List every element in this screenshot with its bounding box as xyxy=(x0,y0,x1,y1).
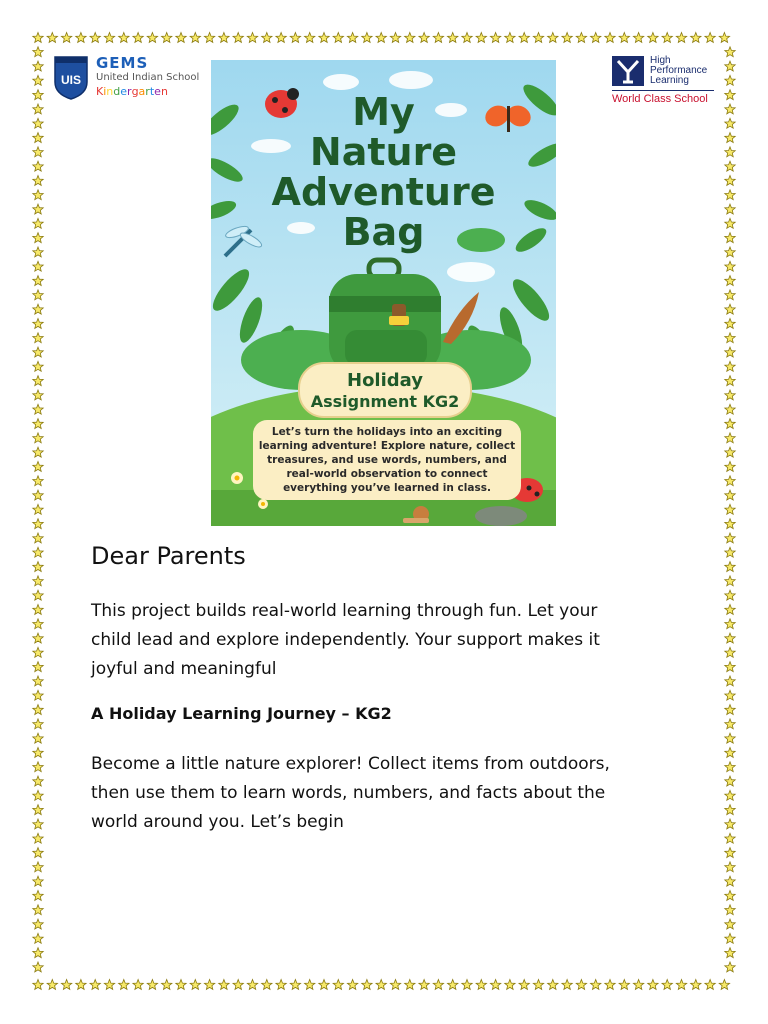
border-star-icon xyxy=(725,419,735,429)
backpack-icon xyxy=(329,260,441,374)
border-star-icon xyxy=(676,33,686,43)
border-star-icon xyxy=(33,590,43,600)
border-star-icon xyxy=(33,133,43,143)
border-star-icon xyxy=(176,33,186,43)
border-star-icon xyxy=(419,33,429,43)
border-star-icon xyxy=(33,290,43,300)
border-star-icon xyxy=(725,676,735,686)
kindergarten-letter: K xyxy=(96,85,104,98)
border-star-icon xyxy=(33,433,43,443)
hpl-trophy-icon xyxy=(612,56,644,86)
border-star-icon xyxy=(725,347,735,357)
border-star-icon xyxy=(725,118,735,128)
paragraph-line: world around you. Let’s begin xyxy=(91,812,344,832)
kindergarten-letter: i xyxy=(103,85,107,98)
border-star-icon xyxy=(591,33,601,43)
kindergarten-letter: g xyxy=(131,85,139,98)
border-star-icon xyxy=(90,980,100,990)
school-name: United Indian School xyxy=(96,72,200,83)
border-star-icon xyxy=(33,980,43,990)
border-star-icon xyxy=(147,33,157,43)
border-star-icon xyxy=(705,33,715,43)
border-star-icon xyxy=(33,118,43,128)
border-star-icon xyxy=(591,980,601,990)
border-star-icon xyxy=(576,33,586,43)
border-star-icon xyxy=(725,562,735,572)
border-star-icon xyxy=(376,33,386,43)
border-star-icon xyxy=(725,533,735,543)
description-line: treasures, and use words, numbers, and xyxy=(267,454,507,466)
border-star-icon xyxy=(725,319,735,329)
border-star-icon xyxy=(347,33,357,43)
border-star-icon xyxy=(725,705,735,715)
border-star-icon xyxy=(619,33,629,43)
border-star-icon xyxy=(247,980,257,990)
border-star-icon xyxy=(276,33,286,43)
border-star-icon xyxy=(33,519,43,529)
border-star-icon xyxy=(476,980,486,990)
border-star-icon xyxy=(33,104,43,114)
description-line: real-world observation to connect xyxy=(286,468,488,480)
border-star-icon xyxy=(147,980,157,990)
border-star-icon xyxy=(33,876,43,886)
border-star-icon xyxy=(33,504,43,514)
border-star-icon xyxy=(725,47,735,57)
border-star-icon xyxy=(462,33,472,43)
letter-heading: Dear Parents xyxy=(91,542,246,570)
border-star-icon xyxy=(276,980,286,990)
kindergarten-letter: a xyxy=(138,85,146,98)
border-star-icon xyxy=(133,980,143,990)
border-star-icon xyxy=(662,980,672,990)
paragraph-line: child lead and explore independently. Your support makes it xyxy=(91,630,600,650)
kindergarten-letter: e xyxy=(154,85,161,98)
border-star-icon xyxy=(33,176,43,186)
hpl-line2: Performance xyxy=(650,65,708,76)
border-star-icon xyxy=(725,547,735,557)
border-star-icon xyxy=(233,980,243,990)
border-star-icon xyxy=(725,133,735,143)
border-star-icon xyxy=(725,619,735,629)
border-star-icon xyxy=(725,519,735,529)
border-star-icon xyxy=(33,204,43,214)
border-star-icon xyxy=(33,190,43,200)
border-star-icon xyxy=(33,748,43,758)
border-star-icon xyxy=(33,376,43,386)
border-star-icon xyxy=(725,204,735,214)
border-star-icon xyxy=(725,447,735,457)
border-star-icon xyxy=(162,980,172,990)
border-star-icon xyxy=(33,733,43,743)
border-star-icon xyxy=(662,33,672,43)
holiday-label: Holiday xyxy=(347,370,423,391)
border-star-icon xyxy=(33,347,43,357)
border-star-icon xyxy=(33,361,43,371)
border-star-icon xyxy=(505,980,515,990)
border-star-icon xyxy=(347,980,357,990)
border-star-icon xyxy=(725,762,735,772)
kindergarten-letter: n xyxy=(160,85,168,98)
gems-brand: GEMS xyxy=(96,54,149,72)
border-star-icon xyxy=(676,980,686,990)
border-star-icon xyxy=(562,33,572,43)
gems-uis-logo xyxy=(52,54,200,102)
border-star-icon xyxy=(490,980,500,990)
border-star-icon xyxy=(33,533,43,543)
border-star-icon xyxy=(448,33,458,43)
border-star-icon xyxy=(33,948,43,958)
border-star-icon xyxy=(725,905,735,915)
border-star-icon xyxy=(433,980,443,990)
paragraph-line: then use them to learn words, numbers, and facts about the xyxy=(91,783,606,803)
border-star-icon xyxy=(33,790,43,800)
border-star-icon xyxy=(33,218,43,228)
border-star-icon xyxy=(725,290,735,300)
rock-shape xyxy=(475,506,527,526)
border-star-icon xyxy=(33,247,43,257)
border-star-icon xyxy=(725,876,735,886)
border-star-icon xyxy=(691,980,701,990)
border-star-icon xyxy=(725,61,735,71)
poster-title-line: My xyxy=(352,90,415,134)
border-star-icon xyxy=(33,404,43,414)
hpl-line3: Learning xyxy=(650,75,689,86)
border-star-icon xyxy=(633,980,643,990)
border-star-icon xyxy=(33,833,43,843)
hpl-logo xyxy=(612,56,716,108)
border-star-icon xyxy=(476,33,486,43)
border-star-icon xyxy=(33,676,43,686)
border-star-icon xyxy=(462,980,472,990)
border-star-icon xyxy=(725,833,735,843)
border-star-icon xyxy=(333,33,343,43)
border-star-icon xyxy=(419,980,429,990)
border-star-icon xyxy=(47,33,57,43)
border-star-icon xyxy=(725,361,735,371)
border-star-icon xyxy=(61,980,71,990)
border-star-icon xyxy=(76,980,86,990)
border-star-icon xyxy=(725,605,735,615)
border-star-icon xyxy=(548,33,558,43)
hpl-tagline: World Class School xyxy=(612,93,708,105)
border-star-icon xyxy=(725,948,735,958)
border-star-icon xyxy=(33,690,43,700)
border-star-icon xyxy=(648,980,658,990)
border-star-icon xyxy=(725,161,735,171)
border-star-icon xyxy=(290,33,300,43)
border-star-icon xyxy=(33,819,43,829)
border-star-icon xyxy=(262,980,272,990)
border-star-icon xyxy=(725,590,735,600)
description-line: everything you’ve learned in class. xyxy=(283,482,491,494)
border-star-icon xyxy=(33,261,43,271)
nature-adventure-poster xyxy=(211,60,556,526)
border-star-icon xyxy=(725,647,735,657)
border-star-icon xyxy=(505,33,515,43)
kindergarten-letter: t xyxy=(149,85,155,98)
border-star-icon xyxy=(319,33,329,43)
border-star-icon xyxy=(725,848,735,858)
description-line: learning adventure! Explore nature, collect xyxy=(258,440,516,452)
border-star-icon xyxy=(725,90,735,100)
border-star-icon xyxy=(725,333,735,343)
border-star-icon xyxy=(719,33,729,43)
border-star-icon xyxy=(725,776,735,786)
border-star-icon xyxy=(76,33,86,43)
border-star-icon xyxy=(619,980,629,990)
border-star-icon xyxy=(691,33,701,43)
border-star-icon xyxy=(725,390,735,400)
border-star-icon xyxy=(333,980,343,990)
paragraph-line: Become a little nature explorer! Collect items from outdoors, xyxy=(91,754,610,774)
paragraph-line: joyful and meaningful xyxy=(91,659,277,679)
border-star-icon xyxy=(725,261,735,271)
border-star-icon xyxy=(576,980,586,990)
border-star-icon xyxy=(33,662,43,672)
border-star-icon xyxy=(725,247,735,257)
border-star-icon xyxy=(725,104,735,114)
border-star-icon xyxy=(33,47,43,57)
border-star-icon xyxy=(376,980,386,990)
border-star-icon xyxy=(705,980,715,990)
border-star-icon xyxy=(33,75,43,85)
border-star-icon xyxy=(33,891,43,901)
letter-paragraph-1 xyxy=(91,597,600,684)
border-star-icon xyxy=(605,33,615,43)
border-star-icon xyxy=(562,980,572,990)
border-star-icon xyxy=(33,90,43,100)
poster-title-line: Adventure xyxy=(271,170,496,214)
border-star-icon xyxy=(33,805,43,815)
holiday-assignment-banner xyxy=(298,362,472,418)
border-star-icon xyxy=(33,719,43,729)
border-star-icon xyxy=(104,980,114,990)
border-star-icon xyxy=(725,233,735,243)
border-star-icon xyxy=(725,748,735,758)
border-star-icon xyxy=(33,619,43,629)
border-star-icon xyxy=(33,233,43,243)
border-star-icon xyxy=(405,980,415,990)
border-star-icon xyxy=(725,462,735,472)
border-star-icon xyxy=(725,719,735,729)
border-star-icon xyxy=(362,33,372,43)
border-star-icon xyxy=(33,705,43,715)
border-star-icon xyxy=(204,980,214,990)
border-star-icon xyxy=(33,419,43,429)
border-star-icon xyxy=(33,547,43,557)
border-star-icon xyxy=(219,980,229,990)
border-star-icon xyxy=(33,476,43,486)
border-star-icon xyxy=(33,647,43,657)
border-star-icon xyxy=(725,933,735,943)
kindergarten-letter: r xyxy=(127,85,132,98)
border-star-icon xyxy=(725,891,735,901)
border-star-icon xyxy=(725,504,735,514)
kindergarten-letter: d xyxy=(113,85,121,98)
border-star-icon xyxy=(319,980,329,990)
hpl-line1: High xyxy=(650,55,671,66)
border-star-icon xyxy=(190,33,200,43)
border-star-icon xyxy=(725,862,735,872)
border-star-icon xyxy=(725,476,735,486)
border-star-icon xyxy=(725,633,735,643)
border-star-icon xyxy=(725,304,735,314)
border-star-icon xyxy=(119,33,129,43)
border-star-icon xyxy=(33,333,43,343)
border-star-icon xyxy=(725,733,735,743)
border-star-icon xyxy=(725,190,735,200)
border-star-icon xyxy=(725,690,735,700)
kindergarten-label xyxy=(96,85,168,98)
border-star-icon xyxy=(725,819,735,829)
border-star-icon xyxy=(605,980,615,990)
border-star-icon xyxy=(648,33,658,43)
border-star-icon xyxy=(433,33,443,43)
assignment-label: Assignment KG2 xyxy=(310,392,460,411)
border-star-icon xyxy=(725,490,735,500)
border-star-icon xyxy=(305,33,315,43)
border-star-icon xyxy=(219,33,229,43)
letter-paragraph-2 xyxy=(91,750,610,837)
border-star-icon xyxy=(133,33,143,43)
poster-description xyxy=(253,420,521,500)
hpl-divider xyxy=(612,90,714,91)
border-star-icon xyxy=(233,33,243,43)
border-star-icon xyxy=(533,33,543,43)
border-star-icon xyxy=(725,790,735,800)
uis-shield-text: UIS xyxy=(60,73,82,87)
border-star-icon xyxy=(448,980,458,990)
border-star-icon xyxy=(719,980,729,990)
border-star-icon xyxy=(305,980,315,990)
kindergarten-letter: e xyxy=(120,85,128,98)
border-star-icon xyxy=(90,33,100,43)
border-star-icon xyxy=(33,862,43,872)
border-star-icon xyxy=(247,33,257,43)
border-star-icon xyxy=(33,962,43,972)
border-star-icon xyxy=(33,919,43,929)
border-star-icon xyxy=(725,433,735,443)
border-star-icon xyxy=(33,61,43,71)
border-star-icon xyxy=(47,980,57,990)
border-star-icon xyxy=(533,980,543,990)
border-star-icon xyxy=(633,33,643,43)
border-star-icon xyxy=(290,980,300,990)
border-star-icon xyxy=(204,33,214,43)
border-star-icon xyxy=(725,276,735,286)
border-star-icon xyxy=(33,776,43,786)
description-line: Let’s turn the holidays into an exciting xyxy=(271,426,503,438)
kindergarten-letter: n xyxy=(106,85,114,98)
border-star-icon xyxy=(725,962,735,972)
border-star-icon xyxy=(262,33,272,43)
border-star-icon xyxy=(725,376,735,386)
border-star-icon xyxy=(33,562,43,572)
paragraph-line: This project builds real-world learning through fun. Let your xyxy=(91,601,598,621)
border-star-icon xyxy=(190,980,200,990)
uis-shield-icon xyxy=(54,56,88,100)
border-star-icon xyxy=(162,33,172,43)
border-star-icon xyxy=(405,33,415,43)
border-star-icon xyxy=(104,33,114,43)
border-star-icon xyxy=(548,980,558,990)
border-star-icon xyxy=(725,218,735,228)
journey-subheading: A Holiday Learning Journey – KG2 xyxy=(91,704,392,723)
border-star-icon xyxy=(33,462,43,472)
border-star-icon xyxy=(725,404,735,414)
border-star-icon xyxy=(33,848,43,858)
border-star-icon xyxy=(33,933,43,943)
border-star-icon xyxy=(725,919,735,929)
border-star-icon xyxy=(725,147,735,157)
border-star-icon xyxy=(490,33,500,43)
border-star-icon xyxy=(33,276,43,286)
border-star-icon xyxy=(119,980,129,990)
poster-title-line: Nature xyxy=(309,130,458,174)
border-star-icon xyxy=(725,805,735,815)
border-star-icon xyxy=(33,390,43,400)
poster-title-line: Bag xyxy=(342,210,425,254)
border-star-icon xyxy=(519,33,529,43)
border-star-icon xyxy=(725,576,735,586)
border-star-icon xyxy=(33,304,43,314)
border-star-icon xyxy=(33,605,43,615)
border-star-icon xyxy=(725,662,735,672)
border-star-icon xyxy=(61,33,71,43)
border-star-icon xyxy=(33,762,43,772)
border-star-icon xyxy=(33,490,43,500)
border-star-icon xyxy=(33,447,43,457)
border-star-icon xyxy=(33,33,43,43)
border-star-icon xyxy=(362,980,372,990)
border-star-icon xyxy=(33,161,43,171)
border-star-icon xyxy=(725,75,735,85)
border-star-icon xyxy=(33,147,43,157)
border-star-icon xyxy=(33,576,43,586)
border-star-icon xyxy=(725,176,735,186)
border-star-icon xyxy=(33,633,43,643)
border-star-icon xyxy=(33,905,43,915)
border-star-icon xyxy=(390,33,400,43)
kindergarten-letter: r xyxy=(145,85,150,98)
border-star-icon xyxy=(33,319,43,329)
hpl-text xyxy=(650,56,707,86)
border-star-icon xyxy=(390,980,400,990)
border-star-icon xyxy=(176,980,186,990)
border-star-icon xyxy=(519,980,529,990)
